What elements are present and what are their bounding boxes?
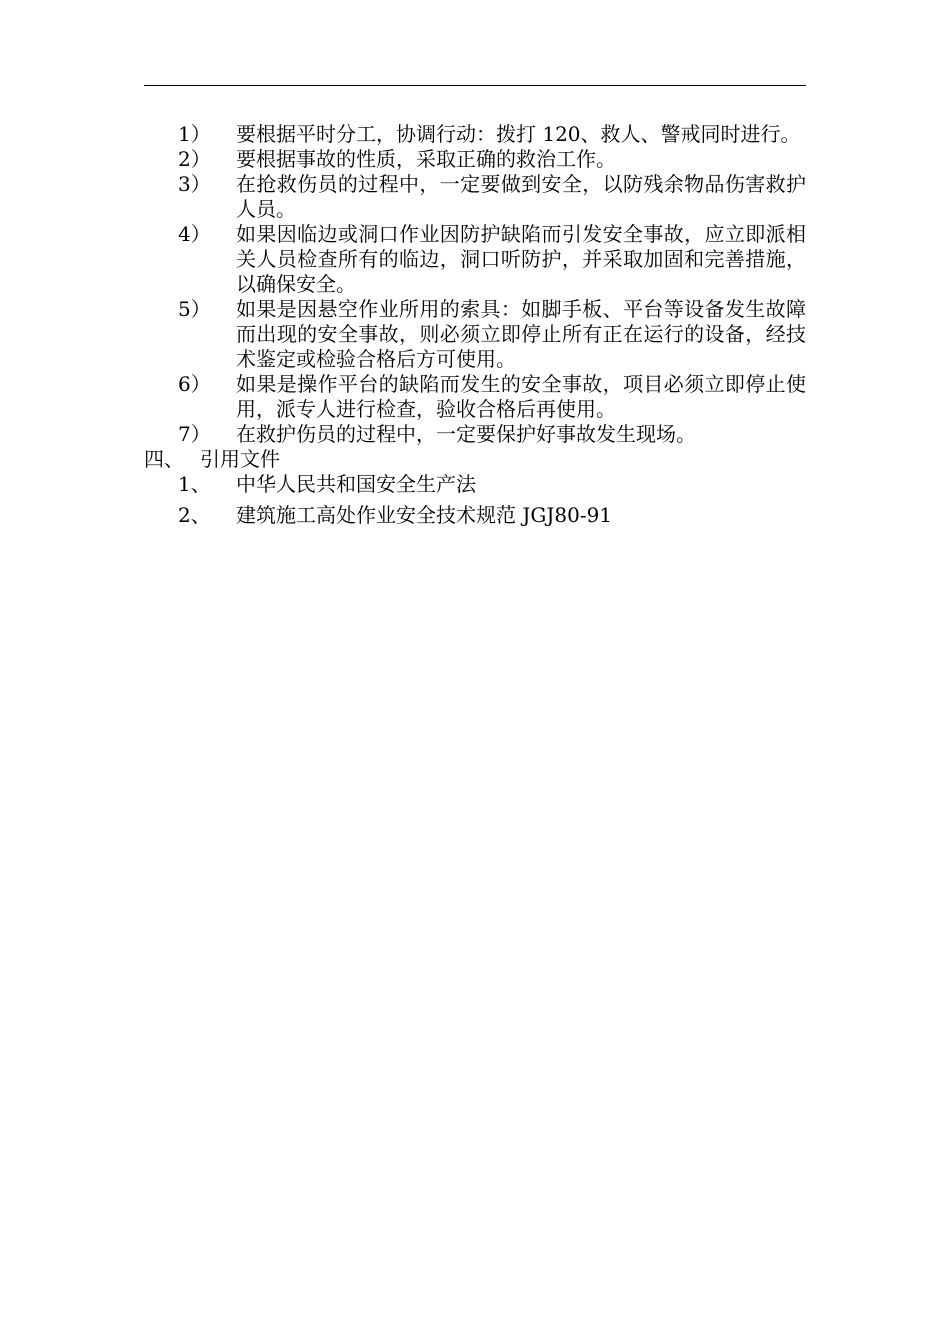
list-item-text: 在抢救伤员的过程中，一定要做到安全，以防残余物品伤害救护人员。 [236,172,806,221]
list-item [144,222,806,297]
reference-text: 建筑施工高处作业安全技术规范 JGJ80-91 [236,503,613,527]
list-item [144,297,806,372]
list-item-text: 如果因临边或洞口作业因防护缺陷而引发安全事故，应立即派相关人员检查所有的临边，洞口听防护，并采取加固和完善措施，以确保安全。 [236,222,806,296]
list-item-number: 3） [178,172,211,196]
list-item-number: 5） [178,297,211,321]
reference-item [144,503,806,528]
list-item-text: 要根据平时分工，协调行动：拨打 120、救人、警戒同时进行。 [236,122,801,146]
list-item-text: 要根据事故的性质，采取正确的救治工作。 [236,147,616,171]
list-item-number: 4） [178,222,211,246]
reference-number: 1、 [178,472,211,496]
reference-item [144,472,806,497]
section-number: 四、 [144,447,184,471]
list-item [144,372,806,422]
list-item-number: 2） [178,147,211,171]
reference-text: 中华人民共和国安全生产法 [236,472,476,496]
document-body [144,122,806,528]
reference-number: 2、 [178,503,211,527]
list-item-text: 如果是因悬空作业所用的索具：如脚手板、平台等设备发生故障而出现的安全事故，则必须立即停止所有正在运行的设备，经技术鉴定或检验合格后方可使用。 [236,297,806,371]
list-item [144,172,806,222]
section-title: 引用文件 [200,447,280,471]
list-item-text: 如果是操作平台的缺陷而发生的安全事故，项目必须立即停止使用，派专人进行检查，验收合格后再使用。 [236,372,806,421]
list-item [144,422,806,447]
section-heading [144,447,806,472]
list-item [144,147,806,172]
header-rule [144,85,806,86]
list-item-number: 1） [178,122,211,146]
list-item [144,122,806,147]
list-item-number: 6） [178,372,211,396]
list-item-number: 7） [178,422,211,446]
list-item-text: 在救护伤员的过程中，一定要保护好事故发生现场。 [236,422,696,446]
